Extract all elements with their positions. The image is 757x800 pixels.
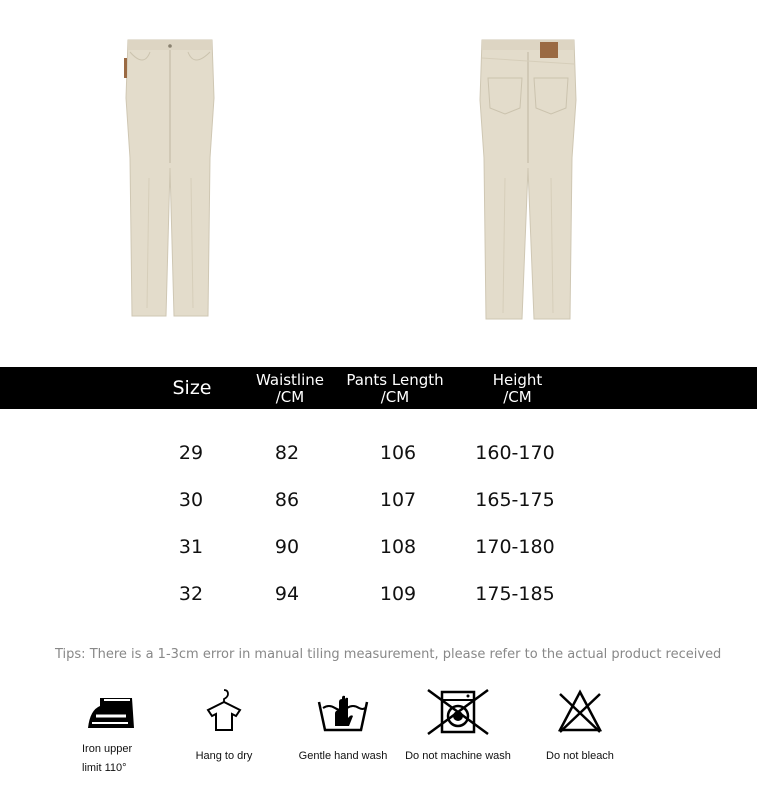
- no-machine-wash-icon: [426, 688, 490, 736]
- pants-back-image: [478, 38, 578, 323]
- cell-height: 160-170: [475, 442, 555, 464]
- cell-waistline: 90: [274, 536, 300, 558]
- header-waistline: Waistline /CM: [256, 371, 324, 406]
- size-table-header: [0, 367, 757, 409]
- cell-pants-length: 107: [379, 489, 417, 511]
- measurement-tips: Tips: There is a 1-3cm error in manual tiling measurement, please refer to the actual product received: [55, 647, 722, 662]
- hanger-shirt-icon: [202, 688, 246, 736]
- header-height: Height /CM: [492, 371, 543, 406]
- care-item-hang-dry: Hang to dry: [184, 688, 264, 766]
- no-bleach-icon: [556, 688, 604, 736]
- care-item-hand-wash: Gentle hand wash: [293, 688, 393, 766]
- table-row: [0, 536, 757, 566]
- hand-wash-icon: [315, 688, 371, 736]
- table-row: [0, 489, 757, 519]
- cell-size: 32: [178, 583, 204, 605]
- header-size: Size: [172, 377, 212, 399]
- care-item-iron: Iron upper limit 110°: [72, 688, 152, 778]
- header-pants-length: Pants Length /CM: [346, 371, 444, 406]
- cell-pants-length: 106: [379, 442, 417, 464]
- cell-waistline: 82: [274, 442, 300, 464]
- pants-front-image: [124, 38, 216, 320]
- cell-waistline: 86: [274, 489, 300, 511]
- cell-height: 165-175: [475, 489, 555, 511]
- table-row: [0, 583, 757, 613]
- cell-size: 31: [178, 536, 204, 558]
- cell-height: 170-180: [475, 536, 555, 558]
- leather-patch: [540, 42, 558, 58]
- cell-pants-length: 109: [379, 583, 417, 605]
- cell-waistline: 94: [274, 583, 300, 605]
- table-row: [0, 442, 757, 472]
- care-item-no-machine-wash: Do not machine wash: [400, 688, 516, 766]
- cell-size: 29: [178, 442, 204, 464]
- cell-size: 30: [178, 489, 204, 511]
- iron-icon: [82, 688, 142, 736]
- cell-height: 175-185: [475, 583, 555, 605]
- cell-pants-length: 108: [379, 536, 417, 558]
- care-item-no-bleach: Do not bleach: [535, 688, 625, 766]
